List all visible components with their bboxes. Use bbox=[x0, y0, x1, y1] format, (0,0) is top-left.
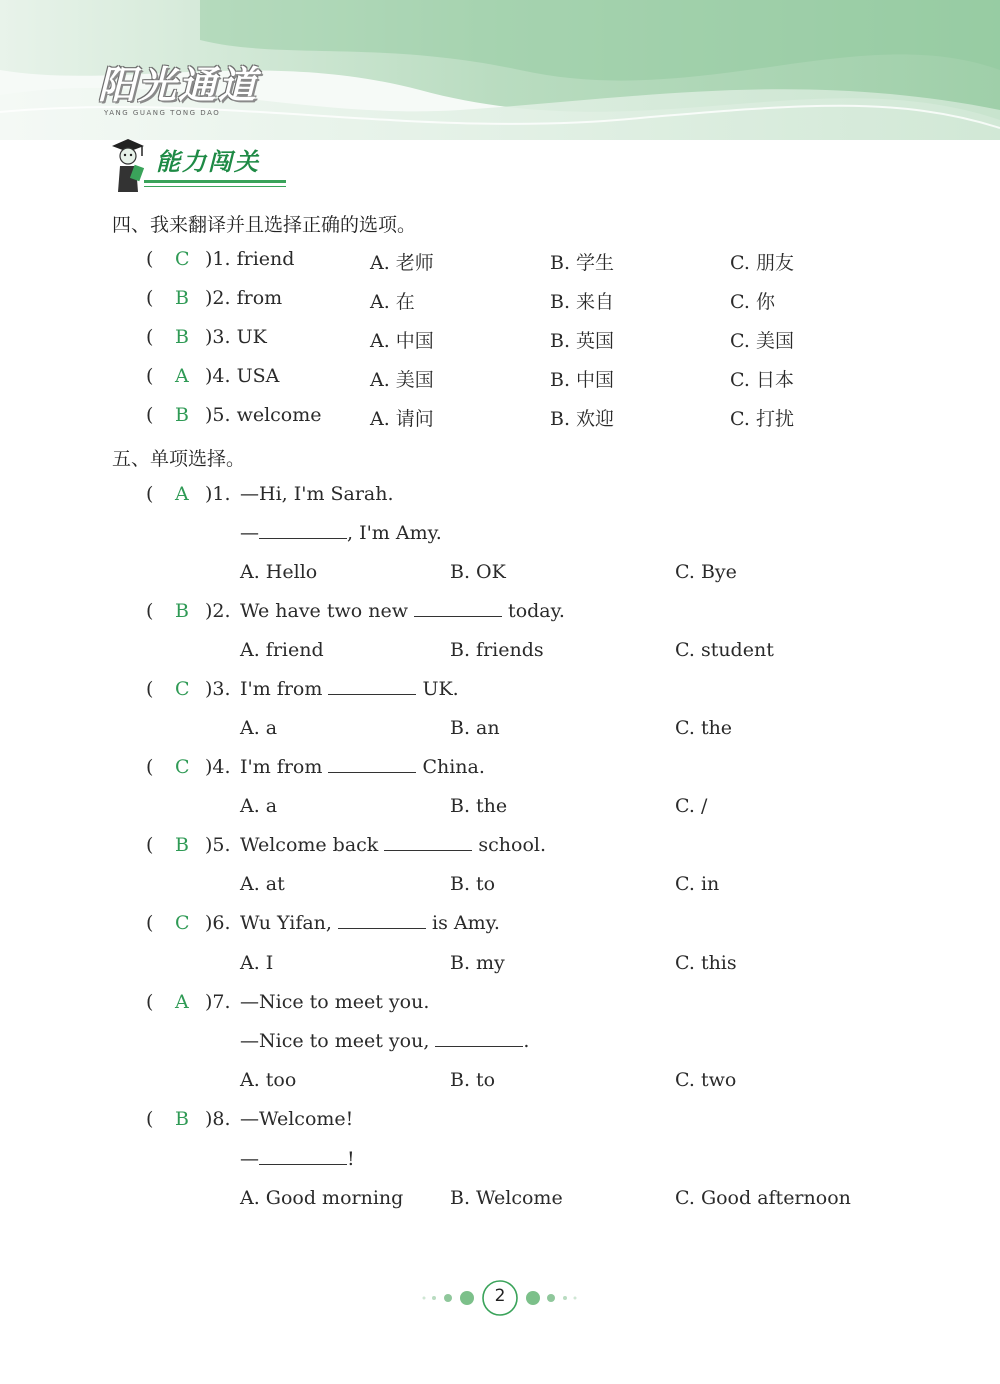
answer-box[interactable]: B bbox=[175, 1108, 189, 1130]
question-text: —Welcome! bbox=[240, 1108, 354, 1130]
option-b: B. an bbox=[450, 717, 500, 739]
option-a: A. 老师 bbox=[370, 252, 434, 274]
answer-box[interactable]: C bbox=[175, 756, 190, 778]
section-banner bbox=[108, 136, 290, 196]
answer-box[interactable]: C bbox=[175, 248, 190, 270]
answer-box[interactable]: B bbox=[175, 287, 189, 309]
fill-in-blank[interactable] bbox=[435, 1030, 523, 1047]
answer-box[interactable]: B bbox=[175, 834, 189, 856]
question-text: —Nice to meet you. bbox=[240, 991, 430, 1013]
option-a: A. a bbox=[240, 795, 278, 817]
graduate-mascot-icon bbox=[108, 136, 148, 196]
page-number-indicator bbox=[420, 1276, 580, 1320]
option-b: B. 来自 bbox=[550, 291, 615, 313]
page-header bbox=[0, 0, 1000, 140]
fill-in-blank[interactable] bbox=[259, 1148, 347, 1165]
brand-name: 阳光通道 bbox=[98, 63, 259, 107]
option-b: B. Welcome bbox=[450, 1187, 563, 1209]
option-c: C. 朋友 bbox=[730, 252, 794, 274]
option-c: C. 美国 bbox=[730, 330, 794, 352]
option-c: C. the bbox=[675, 717, 733, 739]
fill-in-blank[interactable] bbox=[338, 912, 426, 929]
option-a: A. Hello bbox=[240, 561, 318, 583]
fill-in-blank[interactable] bbox=[328, 756, 416, 773]
option-b: B. the bbox=[450, 795, 508, 817]
option-b: B. 欢迎 bbox=[550, 408, 615, 430]
option-a: A. Good morning bbox=[240, 1187, 404, 1209]
page-number: 2 bbox=[494, 1286, 506, 1306]
option-a: A. too bbox=[240, 1069, 297, 1091]
answer-box[interactable]: C bbox=[175, 912, 190, 934]
answer-box[interactable]: A bbox=[175, 991, 189, 1013]
answer-box[interactable]: B bbox=[175, 404, 189, 426]
option-b: B. to bbox=[450, 1069, 496, 1091]
section-4-heading: 四、我来翻译并且选择正确的选项。 bbox=[112, 214, 417, 236]
option-c: C. / bbox=[675, 795, 708, 817]
option-a: A. 美国 bbox=[370, 369, 434, 391]
answer-box[interactable]: B bbox=[175, 600, 189, 622]
option-c: C. two bbox=[675, 1069, 737, 1091]
option-a: A. I bbox=[240, 952, 274, 974]
option-c: C. student bbox=[675, 639, 774, 661]
option-c: C. 日本 bbox=[730, 369, 794, 391]
option-a: A. a bbox=[240, 717, 278, 739]
section-title-underline bbox=[144, 180, 286, 183]
option-a: A. 在 bbox=[370, 291, 415, 313]
option-b: B. OK bbox=[450, 561, 506, 583]
answer-box[interactable]: A bbox=[175, 483, 189, 505]
option-b: B. my bbox=[450, 952, 505, 974]
answer-box[interactable]: C bbox=[175, 678, 190, 700]
fill-in-blank[interactable] bbox=[414, 600, 502, 617]
question-text: —Hi, I'm Sarah. bbox=[240, 483, 394, 505]
option-b: B. 学生 bbox=[550, 252, 615, 274]
option-b: B. friends bbox=[450, 639, 544, 661]
option-a: A. 请问 bbox=[370, 408, 434, 430]
section-title-underline-thin bbox=[144, 186, 286, 187]
fill-in-blank[interactable] bbox=[384, 834, 472, 851]
option-a: A. at bbox=[240, 873, 285, 895]
section-title: 能力闯关 bbox=[156, 148, 260, 176]
option-b: B. 中国 bbox=[550, 369, 615, 391]
option-c: C. 打扰 bbox=[730, 408, 794, 430]
fill-in-blank[interactable] bbox=[328, 678, 416, 695]
option-a: A. 中国 bbox=[370, 330, 434, 352]
option-b: B. 英国 bbox=[550, 330, 615, 352]
option-c: C. this bbox=[675, 952, 737, 974]
option-c: C. 你 bbox=[730, 291, 775, 313]
brand-subtitle: YANG GUANG TONG DAO bbox=[104, 109, 221, 117]
answer-box[interactable]: B bbox=[175, 326, 189, 348]
option-b: B. to bbox=[450, 873, 496, 895]
answer-box[interactable]: A bbox=[175, 365, 189, 387]
option-c: C. in bbox=[675, 873, 720, 895]
brand-logo bbox=[98, 54, 258, 117]
option-c: C. Bye bbox=[675, 561, 737, 583]
option-c: C. Good afternoon bbox=[675, 1187, 851, 1209]
fill-in-blank[interactable] bbox=[259, 522, 347, 539]
section-5-heading: 五、单项选择。 bbox=[112, 448, 246, 470]
option-a: A. friend bbox=[240, 639, 324, 661]
